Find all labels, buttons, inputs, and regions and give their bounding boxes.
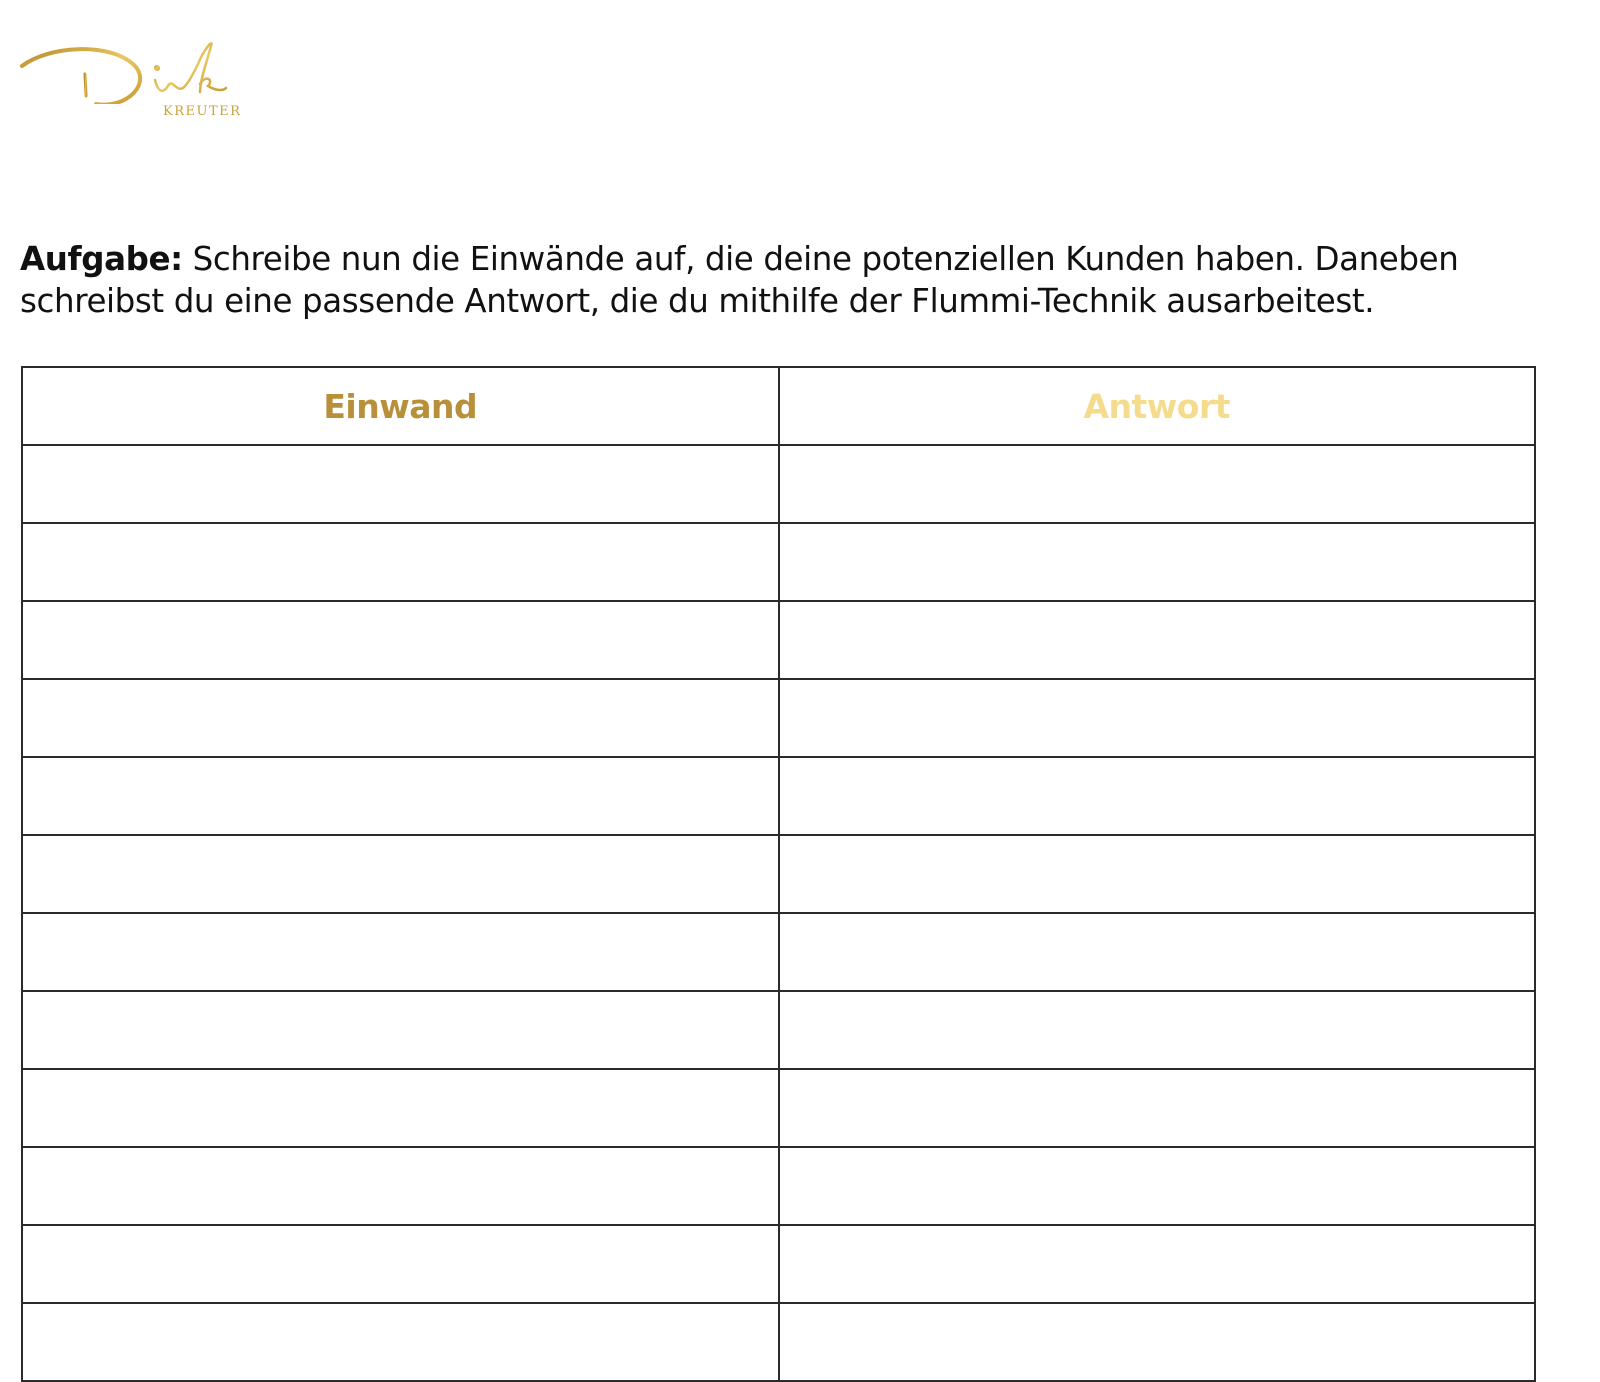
einwand-cell[interactable] bbox=[22, 757, 779, 835]
antwort-cell[interactable] bbox=[779, 1303, 1536, 1381]
table-row bbox=[22, 445, 1535, 523]
task-label: Aufgabe: bbox=[20, 240, 183, 278]
brand-logo bbox=[18, 34, 242, 124]
antwort-cell[interactable] bbox=[779, 601, 1536, 679]
table-row bbox=[22, 1069, 1535, 1147]
table-row bbox=[22, 523, 1535, 601]
table-row bbox=[22, 913, 1535, 991]
antwort-cell[interactable] bbox=[779, 523, 1536, 601]
antwort-cell[interactable] bbox=[779, 1225, 1536, 1303]
einwand-cell[interactable] bbox=[22, 601, 779, 679]
einwand-cell[interactable] bbox=[22, 1147, 779, 1225]
antwort-cell[interactable] bbox=[779, 991, 1536, 1069]
einwand-cell[interactable] bbox=[22, 445, 779, 523]
table-header-row bbox=[22, 367, 1535, 445]
table-row bbox=[22, 601, 1535, 679]
task-text: Schreibe nun die Einwände auf, die deine potenziellen Kunden haben. Daneben schreibst du eine passende Antwort, die du mithilfe der Flummi-Technik ausarbeitest. bbox=[20, 240, 1459, 320]
column-header-einwand: Einwand bbox=[22, 367, 779, 445]
antwort-cell[interactable] bbox=[779, 679, 1536, 757]
antwort-cell[interactable] bbox=[779, 757, 1536, 835]
table-row bbox=[22, 1303, 1535, 1381]
einwand-cell[interactable] bbox=[22, 1303, 779, 1381]
column-header-antwort: Antwort bbox=[779, 367, 1536, 445]
table-row bbox=[22, 679, 1535, 757]
einwand-cell[interactable] bbox=[22, 679, 779, 757]
einwand-cell[interactable] bbox=[22, 913, 779, 991]
table-row bbox=[22, 835, 1535, 913]
antwort-cell[interactable] bbox=[779, 1069, 1536, 1147]
antwort-cell[interactable] bbox=[779, 835, 1536, 913]
einwand-cell[interactable] bbox=[22, 1225, 779, 1303]
antwort-cell[interactable] bbox=[779, 1147, 1536, 1225]
table-row bbox=[22, 757, 1535, 835]
einwand-cell[interactable] bbox=[22, 835, 779, 913]
logo-subtitle: KREUTER bbox=[163, 104, 242, 119]
objection-table bbox=[21, 366, 1536, 1382]
antwort-cell[interactable] bbox=[779, 913, 1536, 991]
einwand-cell[interactable] bbox=[22, 1069, 779, 1147]
table-row bbox=[22, 991, 1535, 1069]
task-instruction bbox=[20, 238, 1560, 322]
einwand-cell[interactable] bbox=[22, 991, 779, 1069]
table-row bbox=[22, 1225, 1535, 1303]
table-row bbox=[22, 1147, 1535, 1225]
einwand-cell[interactable] bbox=[22, 523, 779, 601]
signature-logo-icon bbox=[18, 34, 228, 104]
antwort-cell[interactable] bbox=[779, 445, 1536, 523]
